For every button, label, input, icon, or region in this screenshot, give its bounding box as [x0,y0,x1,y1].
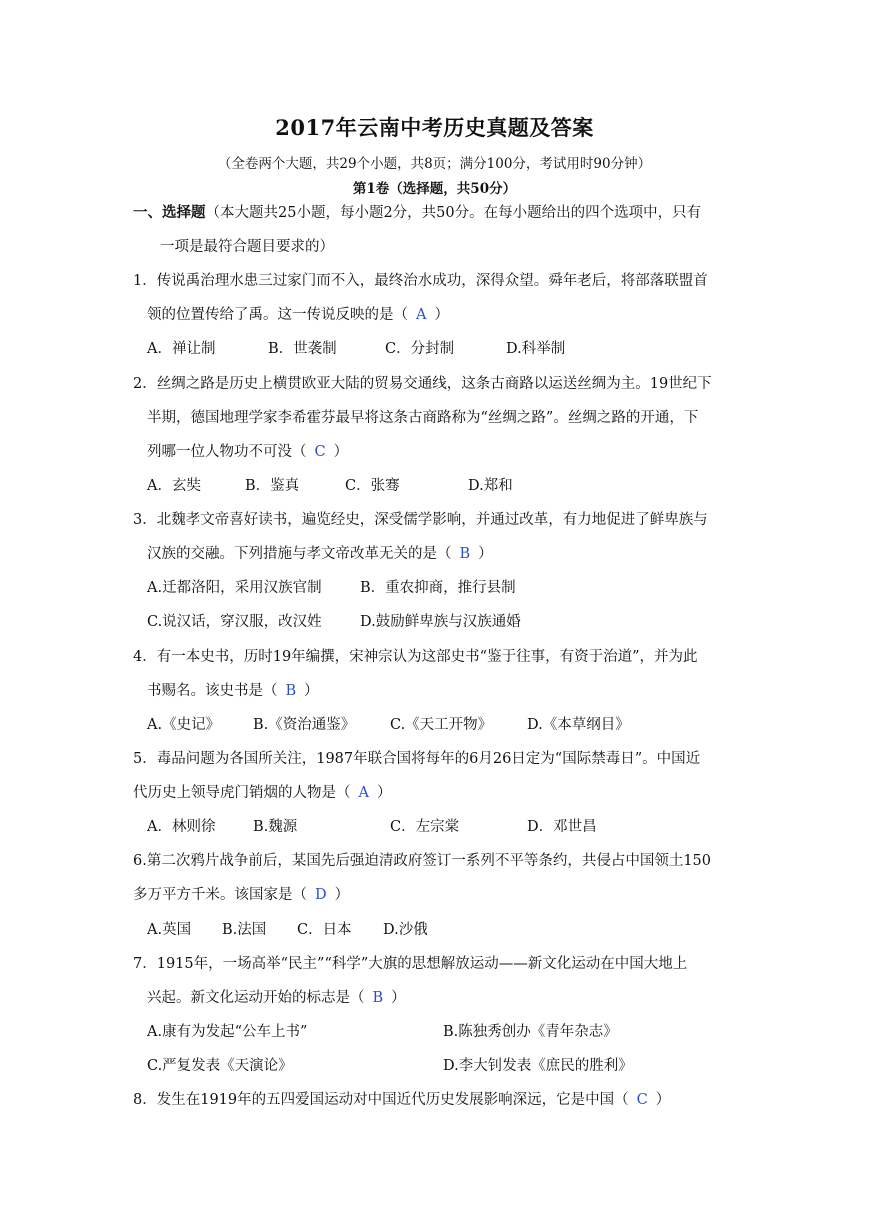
option-c: C.说汉话，穿汉服，改汉姓 [147,614,322,630]
option-a: A.英国 [147,922,192,938]
answer-mark: A [416,307,427,323]
option-d: D.鼓励鲜卑族与汉族通婚 [360,614,521,630]
option-a: A．禅让制 [147,341,216,357]
answer-mark: B [372,990,384,1006]
option-c: C．左宗棠 [390,819,460,835]
section-description-cont: 一项是最符合题目要求的） [160,239,334,255]
question-4-line-1: 4．有一本史书，历时19年编撰，宋神宗认为这部史书“鉴于往事，有资于治道”，并为此 [133,649,698,665]
question-3-line-1: 3．北魏孝文帝喜好读书，遍览经史，深受儒学影响，并通过改革，有力地促进了鲜卑族与 [133,512,708,528]
option-d: D．邓世昌 [527,819,597,835]
question-2-line-2: 半期，德国地理学家李希霍芬最早将这条古商路称为“丝绸之路”。丝绸之路的开通，下 [147,410,699,426]
question-6-line-1: 6.第二次鸦片战争前后，某国先后强迫清政府签订一系列不平等条约，共侵占中国领土150 [133,853,712,869]
option-a: A．玄奘 [147,478,201,494]
option-a: A.迁都洛阳，采用汉族官制 [147,580,322,596]
question-7-line-2: 兴起。新文化运动开始的标志是（ B ） [147,990,406,1006]
option-b: B．重农抑商，推行县制 [360,580,516,596]
question-5-line-1: 5．毒品问题为各国所关注，1987年联合国将每年的6月26日定为“国际禁毒日”。中国近 [133,751,701,767]
answer-mark: A [358,785,369,801]
question-6-line-2: 多万平方千米。该国家是（ D ） [133,887,350,903]
option-c: C.《天工开物》 [390,717,493,733]
volume-heading: 第1卷（选择题，共50分） [352,181,517,197]
answer-mark: B [459,546,471,562]
question-3-line-2: 汉族的交融。下列措施与孝文帝改革无关的是（ B ） [147,546,493,562]
section-label: 一、选择题 [133,204,206,221]
option-b: B.《资治通鉴》 [253,717,356,733]
question-7-line-1: 7．1915年，一场高举“民主”“科学”大旗的思想解放运动——新文化运动在中国大地上 [133,956,688,972]
option-c: C．张骞 [345,478,400,494]
section-heading [133,203,701,223]
option-d: D.《本草纲目》 [527,717,630,733]
option-a: A.《史记》 [147,717,221,733]
option-d: D.科举制 [506,341,566,357]
option-c: C．日本 [297,922,352,938]
section-description: （本大题共25小题，每小题2分，共50分。在每小题给出的四个选项中，只有 [205,205,702,221]
option-b: B．世袭制 [268,341,337,357]
question-2-line-1: 2．丝绸之路是历史上横贯欧亚大陆的贸易交通线，这条古商路以运送丝绸为主。19世纪下 [133,376,712,392]
option-d: D.李大钊发表《庶民的胜利》 [443,1058,633,1074]
option-b: B.魏源 [253,819,298,835]
option-c: C.严复发表《天演论》 [147,1058,293,1074]
option-d: D.郑和 [468,478,513,494]
option-b: B.法国 [222,922,267,938]
page-title: 2017年云南中考历史真题及答案 [275,115,594,140]
question-1-line-1: 1．传说禹治理水患三过家门而不入，最终治水成功，深得众望。舜年老后，将部落联盟首 [133,273,708,289]
option-b: B．鉴真 [245,478,300,494]
option-a: A．林则徐 [147,819,216,835]
question-8-line-1: 8．发生在1919年的五四爱国运动对中国近代历史发展影响深远，它是中国（ C ） [133,1092,671,1108]
question-5-line-2: 代历史上领导虎门销烟的人物是（ A ） [133,785,392,801]
answer-mark: C [636,1092,648,1108]
option-d: D.沙俄 [383,922,428,938]
answer-mark: C [314,444,326,460]
question-4-line-2: 书赐名。该史书是（ B ） [147,683,319,699]
exam-info: （全卷两个大题，共29个小题，共8页；满分100分，考试用时90分钟） [217,156,652,172]
answer-mark: B [285,683,297,699]
option-a: A.康有为发起“公车上书” [147,1024,308,1040]
option-b: B.陈独秀创办《青年杂志》 [443,1024,618,1040]
question-2-line-3: 列哪一位人物功不可没（ C ） [147,444,349,460]
question-1-line-2: 领的位置传给了禹。这一传说反映的是（ A ） [147,307,449,323]
answer-mark: D [315,887,327,903]
option-c: C．分封制 [385,341,455,357]
